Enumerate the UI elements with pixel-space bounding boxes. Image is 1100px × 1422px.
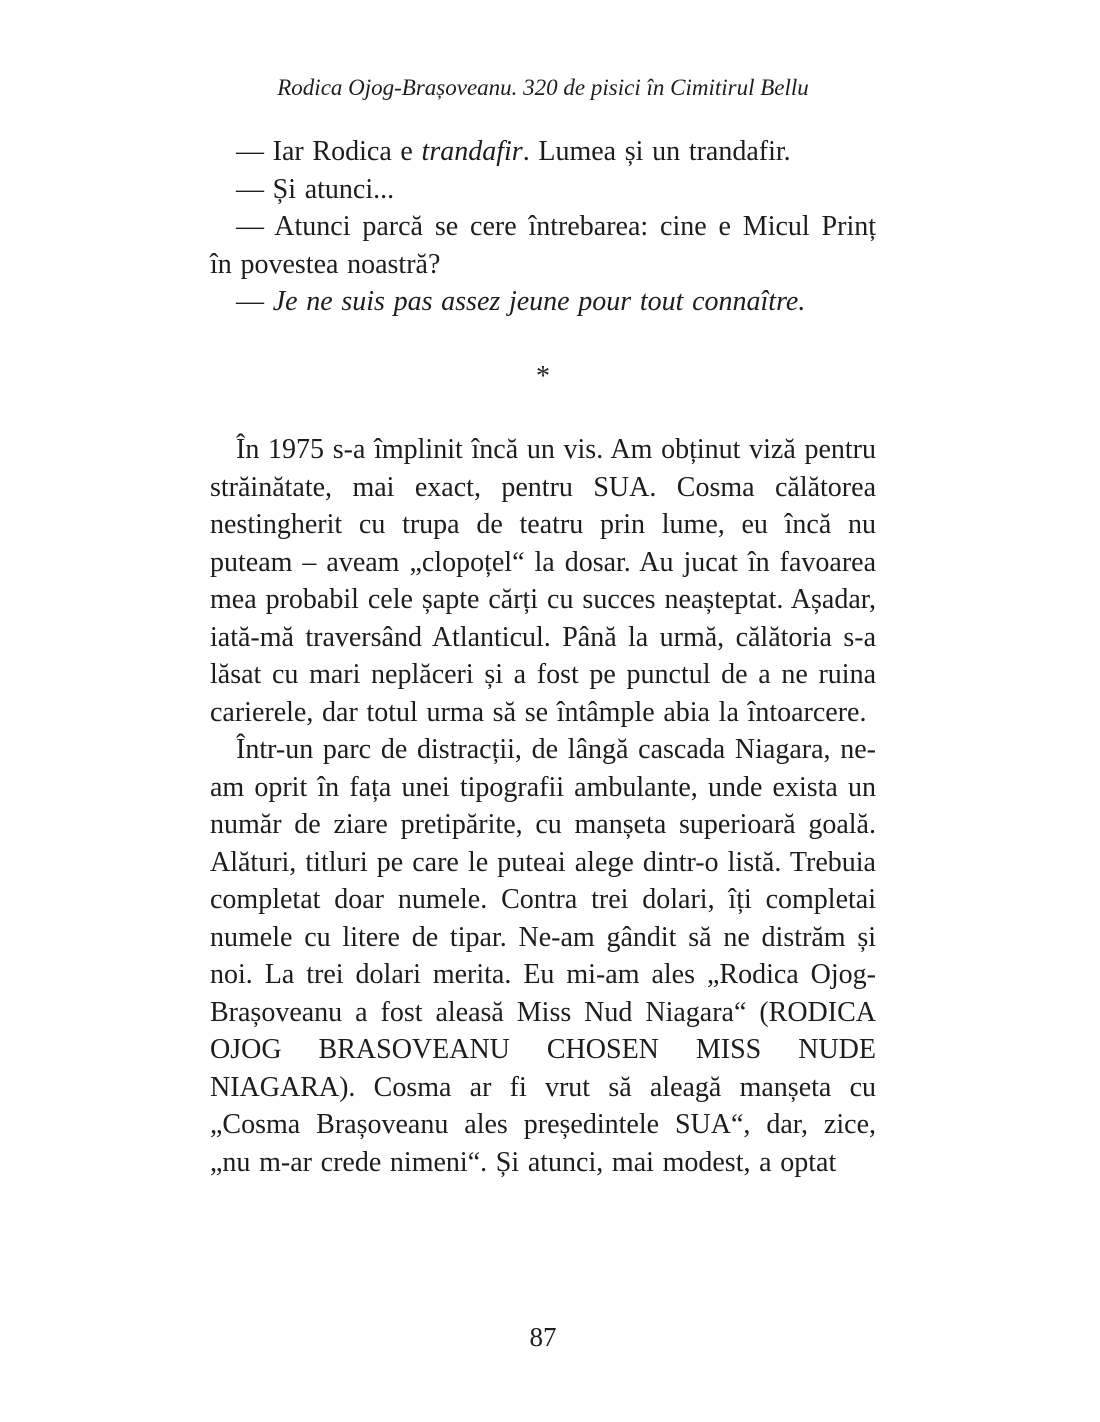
text-block xyxy=(210,133,876,1181)
italic-text: trandafir xyxy=(421,136,523,167)
text-run: — Atunci parcă se cere întrebarea: cine e Micul Prinț în povestea noastră? xyxy=(210,211,876,280)
italic-text: Je ne suis pas assez jeune pour tout connaître. xyxy=(272,286,806,317)
text-run: . Lumea și un trandafir. xyxy=(522,136,791,167)
text-run: — Iar Rodica e xyxy=(236,136,422,167)
text-run: — Și atunci... xyxy=(236,173,395,205)
text-run: Într-un parc de distracții, de lângă cascada Niagara, ne-am oprit în fața unei tipografii ambulante, unde exista un număr de ziare pretipărite, cu manșeta superioară goală. Alături, titluri pe care le puteai alege dintr-o listă. Trebuia completat doar numele. Contra trei dolari, îți completai numele cu litere de tipar. Ne-am gândit să ne distrăm și noi. La trei dolari merita. Eu mi-am ales „Rodica Ojog-Brașoveanu a fost aleasă Miss Nud Niagara“ (RODICA OJOG BRASOVEANU CHOSEN MISS NUDE NIAGARA). Cosma ar fi vrut să aleagă manșeta cu „Cosma Brașoveanu ales președintele SUA“, dar, zice, „nu m-ar crede nimeni“. Și atunci, mai modest, a optat xyxy=(210,734,876,1178)
dialogue-paragraph xyxy=(210,208,876,283)
running-header: Rodica Ojog-Brașoveanu. 320 de pisici în Cimitirul Bellu xyxy=(277,75,809,100)
text-run: În 1975 s-a împlinit încă un vis. Am obținut viză pentru străinătate, mai exact, pentru SUA. Cosma călătorea nestingherit cu trupa de teatru prin lume, eu încă nu puteam – aveam „clopoțel“ la dosar. Au jucat în favoarea mea probabil cele șapte cărți cu succes neașteptat. Așadar, iată-mă traversând Atlanticul. Până la urmă, călătoria s-a lăsat cu mari neplăceri și a fost pe punctul de a ne ruina carierele, dar totul urma să se întâmple abia la întoarcere. xyxy=(210,434,876,728)
section-separator: * xyxy=(536,360,550,392)
body-paragraph xyxy=(210,731,876,1181)
text-run: — xyxy=(236,286,273,317)
dialogue-paragraph xyxy=(210,171,876,209)
dialogue-paragraph xyxy=(210,133,876,171)
page-number: 87 xyxy=(529,1322,557,1352)
dialogue-paragraph xyxy=(210,283,876,321)
body-paragraph xyxy=(210,431,876,731)
